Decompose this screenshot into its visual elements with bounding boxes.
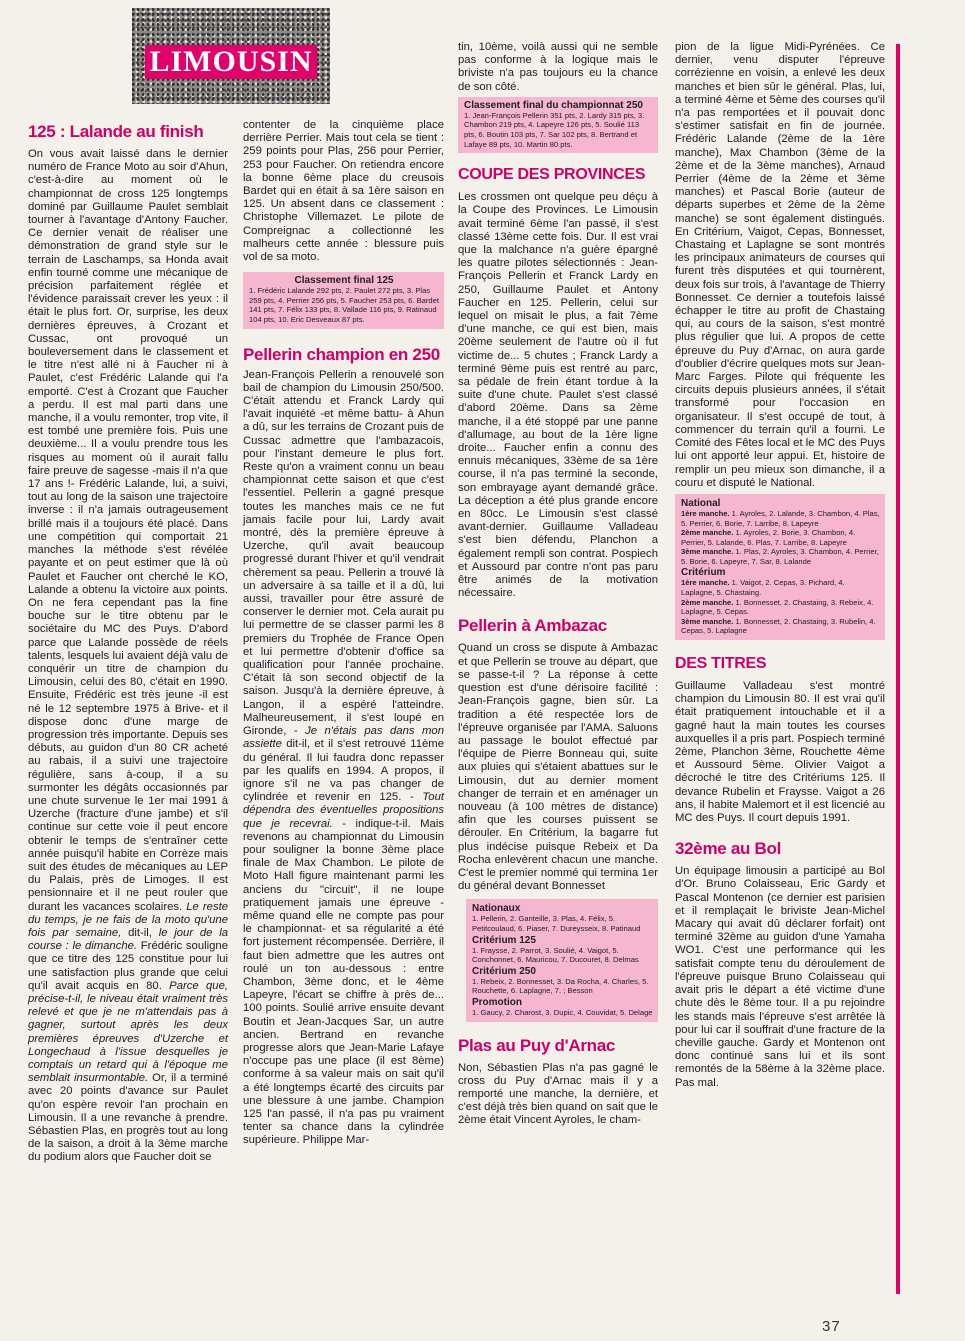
criterium-manche-3 — [681, 617, 880, 636]
results-nationaux — [472, 903, 653, 933]
article-puy-arnac-continued: pion de la ligue Midi-Pyrénées. Ce dernier, venu disputer l'épreuve corrézienne en voisin, a enlevé les deux manches et bien sûr le général. Plas, lui, a terminé 4ème et 5ème des courses qu'il n'a pas remportées et il pouvait donc s'estimer satisfait en fin de journée. Frédéric Lalande (2ème de la 1ère manche), Max Chambon (3ème de la 2ème et de la 3ème manches), Arnaud Perrier (4ème de la 2ème et 3ème manches) et Pascal Borie (auteur de départs superbes et 2ème de la 2ème manche) se sont également distingués. En Critérium, Vaigot, Cepas, Bonnesset, Chastaing et Laplagne se sont montrés les principaux animateurs de courses qui furent très disputées et qui tournèrent, deux fois sur trois, à l'avantage de Thierry Bonnesset. Ce dernier a toutefois laissé échapper le titre au profit de Chastaing qui, au cours de la saison, s'est montré plus régulier que lui. A propos de cette épreuve du Puy d'Arnac, on aura garde d'oublier d'écrire quelques mots sur Jean-Marc Farges. Pilote qui fréquente les circuits depuis plusieurs années, il s'était transformé pour l'occasion en organisateur. Il s'est occupé de tout, à commencer du terrain qu'il a fourni. Le Comité des Fêtes local et le MC des Puys lui ont apporté leur appui. Et, histoire de remplir un peu mieux son dimanche, il a couru et disputé le National. — [675, 41, 885, 489]
criterium-manche-2-text: 1. Bonnesset, 2. Chastaing, 3. Rebeix, 4. Laplagne, 5. Cepas. — [681, 597, 874, 617]
criterium-manche-3-text: 1. Bonnesset, 2. Chastaing, 3. Rubelin, 4. Cepas, 5. Laplagne — [681, 616, 876, 636]
article-125-text: On vous avait laissé dans le dernier numéro de France Moto au soir d'Ahun, c'est-à-dire au moment où le championnat de cross 125 longtemps dominé par Guillaume Paulet semblait tourner à l'avantage d'Antony Faucher. Ce dernier venait de réaliser une démonstration de grand style sur le terrain de Laschamps, sa Honda avait enfin tourné comme une mécanique de précision parfaitement réglée et l'évidence paraissait crever les yeux : il était le plus fort. Or, surprise, les deux dernières épreuves, à Crozant et Cussac, ont provoqué un bouleversement dans le classement et le titre n'est allé ni à Faucher ni à Paulet, c'est Frédéric Lalande qui l'a emporté. C'est à Crozant que Faucher a perdu. Il est mal parti dans une manche, il a voulu remonter, trop vite, il est tombé une première fois. Puis une deuxième... Il a voulu prendre tous les risques au moment où il aurait fallu faire preuve de sagesse -mais il n'a que 17 ans !- Frédéric Lalande, lui, a suivi, tout au long de la saison une trajectoire inverse : il n'a jamais outrageusement brillé mais il a toujours été placé. Dans une compétition qui comportait 21 manches la méthode s'est révélée payante et on peut estimer que là où Paulet et Faucher ont cherché le KO, Lalande a obtenu la victoire aux points. On ne fera cependant pas la fine bouche sur le titre obtenu par le sociétaire du MC des Puys. D'abord parce que Lalande possède de réels talents, lesquels lui avaient déjà valu de conquérir un titre de champion du Limousin, celui des 80, c'était en 1990. Ensuite, Frédéric est très jeune -il est né le 12 septembre 1975 à Brive- et il dispose donc d'une marge de progression très importante. Depuis ses débuts, au guidon d'un 80 CR acheté au rabais, il a suivi une trajectoire régulière, sans à-coup, il a su surmonter les dégâts occasionnés par une chute survenue le 1er mai 1991 à Uzerche (fracture d'une jambe) et s'il continue sur cette voie il peut encore obtenir le temps de s'entraîner cette année puisqu'il habite en Corrèze mais suit des études de mécaniques au LEP du Palais, près de Limoges. Il est pensionnaire et il ne peut rouler que durant les vacances scolaires. — [28, 148, 228, 913]
results-promotion-text: 1. Gaucy, 2. Charost, 3. Dupic, 4. Couvidat, 5. Delage — [472, 1007, 653, 1017]
box-classement-125 — [243, 272, 444, 328]
criterium-manche-1-text: 1. Vaigot, 2. Cepas, 3. Pichard, 4. Laplagne, 5. Chastaing. — [681, 578, 845, 598]
article-125-text-3: Or, il a terminé avec 20 points d'avance sur Paulet qu'on espère revoir l'an prochain en Limousin. Il a une revanche à prendre. Sébastien Plas, en progrès tout au long de la saison, a droit à la 3ème marche du podium alors que Faucher doit se — [28, 1072, 228, 1164]
article-ambazac: Quand un cross se dispute à Ambazac et que Pellerin se trouve au départ, que se passe-t-il ? La réponse à cette question est d'une dérisoire facilité : Jean-François gagne, bien sûr. La tradition a été respectée lors de l'épreuve organisée par l'AMA. Saluons au passage le boulot effectué par l'équipe de Pierre Bonneau qui, suite aux pluies qui s'étaient abattues sur le Limousin, dut au dernier moment changer de terrain et en aménager un nouveau (à 100 mètres de distance) afin que les courses puissent se dérouler. En Critérium, la bagarre fut plus indécise puisque Rebeix et Da Rocha enlevèrent chacun une manche. C'est le premier nommé qui termina 1er du général devant Bonnesset — [458, 642, 658, 893]
box-puy-arnac-results — [675, 494, 885, 640]
quote-lalande-2: Parce que, précise-t-il, le niveau était vraiment très relevé et que je ne m'attendais pas à gagner, surtout après les deux premières épreuves d'Uzerche et Longechaud à l'issue desquelles je comptais un retard qui à l'époque me semblait insurmontable. — [28, 979, 228, 1085]
box-classement-250-title: Classement final du championnat 250 — [464, 99, 643, 111]
article-pellerin-text-2: dit-il, et il s'est retrouvé 11ème du général. Il lui faudra donc repasser par les qualifs en 1994. A propos, il ignore s'il ne va pas changer de cylindrée et revenir en 125. - — [243, 738, 444, 804]
column-1 — [28, 122, 228, 1165]
results-criterium-250 — [472, 966, 653, 996]
box-ambazac-results — [466, 899, 658, 1021]
box-classement-125-title: Classement final 125 — [294, 275, 394, 287]
article-250-continued: tin, 10ème, voilà aussi qui ne semble pas conforme à la logique mais le briviste n'a pas toujours eu la chance de son côté. — [458, 41, 658, 93]
masthead-title: LIMOUSIN — [145, 45, 317, 79]
article-puy-arnac: Non, Sébastien Plas n'a pas gagné le cross du Puy d'Arnac mais il y a remporté une manche, la dernière, et c'est déjà très bien quand on sait que le 2ème était Vincent Ayroles, le cham- — [458, 1061, 658, 1127]
criterium-manche-2 — [681, 598, 880, 617]
national-manche-1 — [681, 509, 880, 528]
heading-125-lalande: 125 : Lalande au finish — [28, 122, 204, 141]
national-manche-3-head: 3ème manche. — [681, 547, 734, 557]
results-criterium-250-text: 1. Rebeix, 2. Bonnesset, 3. Da Rocha, 4. Charles, 5. Rouchette, 6. Laplagne, 7. ; Besson — [472, 976, 649, 996]
heading-plas-puy-arnac: Plas au Puy d'Arnac — [458, 1035, 616, 1055]
criterium-manche-1-head: 1ère manche. — [681, 578, 730, 588]
right-accent-bar — [896, 44, 900, 1294]
quote-pellerin-1: Je n'étais pas dans mon assiette — [243, 725, 444, 751]
quote-lalande-1b: le jour de la course : le dimanche. — [28, 926, 229, 953]
criterium-manche-1 — [681, 578, 880, 597]
box-national-title: National — [681, 497, 721, 509]
heading-des-titres: DES TITRES — [675, 655, 767, 673]
national-manche-1-head: 1ère manche. — [681, 508, 730, 518]
article-pellerin-text-3: - indique-t-il. Mais revenons au championnat du Limousin pour souligner la bonne 3ème place finale de Max Chambon. Le pilote de Moto Hall figure maintenant parmi les anciens du "circuit", il ne loupe pratiquement jamais une épreuve -même quand elle ne compte pas pour le championnat- et sa régularité a été fort justement récompensée. Derrière, il faut bien admettre que les autres ont roulé un ton au-dessous : entre Chambon, 3ème donc, et le 4ème Lapeyre, l'écart se chiffre à près de... 100 points. Soulié arrive ensuite devant Boutin et Jean-Jacques Sar, un autre ancien. Bertrand en revanche progresse alors que Jean-Marie Lafaye n'occupe pas une place (il est 8ème) conforme à sa valeur mais on sait qu'il a été longtemps écarté des circuits par une blessure à une jambe. Champion 125 l'an passé, il n'a pas pu vraiment tenter sa chance dans la cylindrée supérieure. Philippe Mar- — [243, 817, 444, 1147]
results-nationaux-text: 1. Pellerin, 2. Ganteille, 3. Plas, 4. Félix, 5. Petitcoulaud, 6. Piaser, 7. Dureysseix, 8. Patinaud — [472, 914, 641, 933]
column-4 — [675, 41, 885, 1090]
quote-pellerin-2: Tout dépendra des éventuelles propositions que je recevrai. — [243, 791, 444, 830]
column-2 — [243, 119, 444, 1148]
article-bol-dor: Un équipage limousin a participé au Bol d'Or. Bruno Colaisseau, Eric Gardy et Pascal Montenon (ce dernier est parisien et il remplaçait le briviste Jean-Michel Macary qui avait dû déclarer forfait) ont terminé 32ème au guidon d'une Yamaha WO1. C'est une performance qui les satisfait compte tenu du déroulement de l'épreuve puisque Bruno Colaisseau qui avait pris le départ a été victime d'une chute dès le 8ème tour. Il a pu rejoindre les stands mais l'épreuve s'est arrêtée là pour lui car il souffrait d'une fracture de la cheville gauche. Gardy et Montenon ont donc continué sans lui et ils sont remontés de la 58ème à la 32ème place. Pas mal. — [675, 865, 885, 1089]
box-criterium-title: Critérium — [681, 567, 726, 579]
article-coupe-provinces: Les crossmen ont quelque peu déçu à la Coupe des Provinces. Le Limousin avait terminé 6ème l'an passé, il s'est classé 13ème cette fois. Dur. Il est vrai que la malchance n'a guère épargné les quatre pilotes sélectionnés : Jean-François Pellerin et Franck Lardy en 250, Guillaume Paulet et Antony Faucher en 125. Pellerin, celui sur lequel on misait le plus, a fait 7ème d'une manche, ce qui est bien, mais 20ème seulement de l'autre où il fut victime de... 5 chutes ; Franck Lardy a terminé 9ème puis est rentré au parc, sa pédale de frein étant tordue à la suite d'une chute. Paulet s'est classé d'abord 20ème. Dans sa 2ème manche, il a été stoppé par une panne d'allumage, au bout de la 1ère ligne droite... Faucher enfin a connu des ennuis mécaniques, 33ème de sa 1ère course, il n'a pas terminé la seconde, son embrayage ayant demandé grâce. La déception a été plus grande encore en 80cc. Le Limousin s'est classé avant-dernier. Guillaume Valladeau s'est bien défendu, Planchon a également rempli son contrat. Pospiech et Aussourd par contre n'ont pas paru être animés de la motivation nécessaire. — [458, 191, 658, 600]
results-criterium-125 — [472, 935, 653, 965]
box-classement-250 — [458, 97, 658, 153]
box-classement-125-body: 1. Frédéric Lalande 292 pts, 2. Paulet 272 pts, 3. Plas 259 pts, 4. Perrier 256 pts, 5. Faucher 253 pts, 6. Bardet 141 pts, 7. Félix 133 pts, 8. Vallade 116 pts, 9. Ratinaud 104 pts, 10. Eric Desveaux 87 pts. — [249, 286, 439, 325]
national-manche-1-text: 1. Ayroles, 2. Lalande, 3. Chambon, 4. Plas, 5. Perrier, 6. Borie, 7. Larribe, 8. Lapeyre — [681, 508, 880, 528]
national-manche-3-text: 1. Plas, 2. Ayroles, 3. Chambon, 4. Perrier, 5. Borie, 6. Lapeyre, 7. Sar, 8. Lalande — [681, 547, 879, 566]
results-criterium-250-head: Critérium 250 — [472, 965, 536, 977]
article-pellerin-text: Jean-François Pellerin a renouvelé son bail de champion du Limousin 250/500. C'était attendu et Franck Lardy qui l'avait inquiété -et même battu- à Ahun a dû, sur les terrains de Crozant puis de Cussac admettre que l'ambazacois, pour l'instant demeure le plus fort. Reste qu'on a vraiment connu un beau championnat cette saison et que c'est l'essentiel. Pellerin a gagné presque toutes les manches mais ce ne fut jamais facile pour lui, Lardy avait montré, dès la première épreuve à Uzerche, qu'il avait beaucoup progressé durant l'hiver et qu'il vendrait chèrement sa peau. Pellerin a trouvé là un adversaire à sa taille et il a dû, lui aussi, travailler pour être assuré de conserver le dernier mot. Cela aurait pu lui permettre de se classer parmi les 8 premiers du Trophée de France Open et lui permettre d'obtenir d'office sa qualification pour l'année prochaine. C'était là son second objectif de la saison. Jusqu'à la dernière épreuve, à Langon, il a espéré l'atteindre. Malheureusement, il s'est loupé en Gironde, - — [243, 368, 444, 738]
national-manche-2 — [681, 528, 880, 547]
article-des-titres: Guillaume Valladeau s'est montré champion du Limousin 80. Il est vrai qu'il était pratiquement intouchable et il a gagné haut la main toutes les courses auxquelles il a pris part. Pospiech terminé 2ème, Planchon 3ème, Rouchette 4ème et Aussourd 5ème. Olivier Vaigot a décroché le titre des Critériums 125. Il devance Rubelin et Fraysse. Vaigot a 26 ans, il habite Malemort et il est licencié au MC des Puys. Il court depuis 1991. — [675, 680, 885, 825]
results-nationaux-head: Nationaux — [472, 903, 521, 915]
article-125-text-2: Frédéric souligne que ce titre des 125 constitue pour lui une satisfaction plus grande que celui qu'il avait acquis en 80. — [28, 940, 228, 992]
heading-pellerin-ambazac: Pellerin à Ambazac — [458, 616, 607, 636]
page-number: 37 — [822, 1318, 841, 1335]
national-manche-2-head: 2ème manche. — [681, 528, 734, 538]
quote-lalande-1-tail: dit-il, — [121, 926, 159, 939]
criterium-manche-2-head: 2ème manche. — [681, 597, 734, 607]
national-manche-3 — [681, 547, 880, 566]
article-125-continued: contenter de la cinquième place derrière Perrier. Mais tout cela se tient : 259 points pour Plas, 256 pour Perrier, 253 pour Faucher. On retiendra encore la bonne 6ème place du creusois Bardet qui en était à sa 1ère saison en 125. Un absent dans ce classement : Christophe Villemazet. Le pilote de Compreignac a collectionné les malheurs cette année : blessure puis vol de sa moto. — [243, 119, 444, 264]
national-manche-2-text: 1. Ayroles, 2. Borie, 3. Chambon, 4. Perrier, 5. Lalande, 6. Plas, 7. Larribe, 8. Lapeyre — [681, 528, 856, 547]
heading-32eme-bol: 32ème au Bol — [675, 839, 782, 859]
results-criterium-125-text: 1. Fraysse, 2. Parrot, 3. Soulié, 4. Vaigot, 5. Conchonnet, 6. Mauricou, 7. Ducouret, 8. Delmas — [472, 945, 639, 965]
article-125-body — [28, 148, 228, 1165]
quote-lalande-1: Le reste du temps, je ne fais de la moto qu'une fois par semaine, — [28, 900, 229, 939]
article-pellerin-body — [243, 369, 444, 1148]
results-promotion-head: Promotion — [472, 996, 522, 1008]
column-3 — [458, 41, 658, 1128]
results-criterium-125-head: Critérium 125 — [472, 934, 536, 946]
box-classement-250-body: 1. Jean-François Pellerin 351 pts, 2. Lardy 315 pts, 3. Chambon 219 pts, 4. Lapeyre 126 pts, 5. Soulié 113 pts, 6. Boutin 103 pts, 7. Sar 102 pts, 8. Bertrand et Lafaye 89 pts, 10. Martin 80 pts. — [464, 110, 645, 149]
results-promotion — [472, 997, 653, 1018]
heading-pellerin-champion: Pellerin champion en 250 — [243, 344, 440, 364]
heading-coupe-provinces: COUPE DES PROVINCES — [458, 166, 646, 184]
criterium-manche-3-head: 3ème manche. — [681, 616, 734, 626]
